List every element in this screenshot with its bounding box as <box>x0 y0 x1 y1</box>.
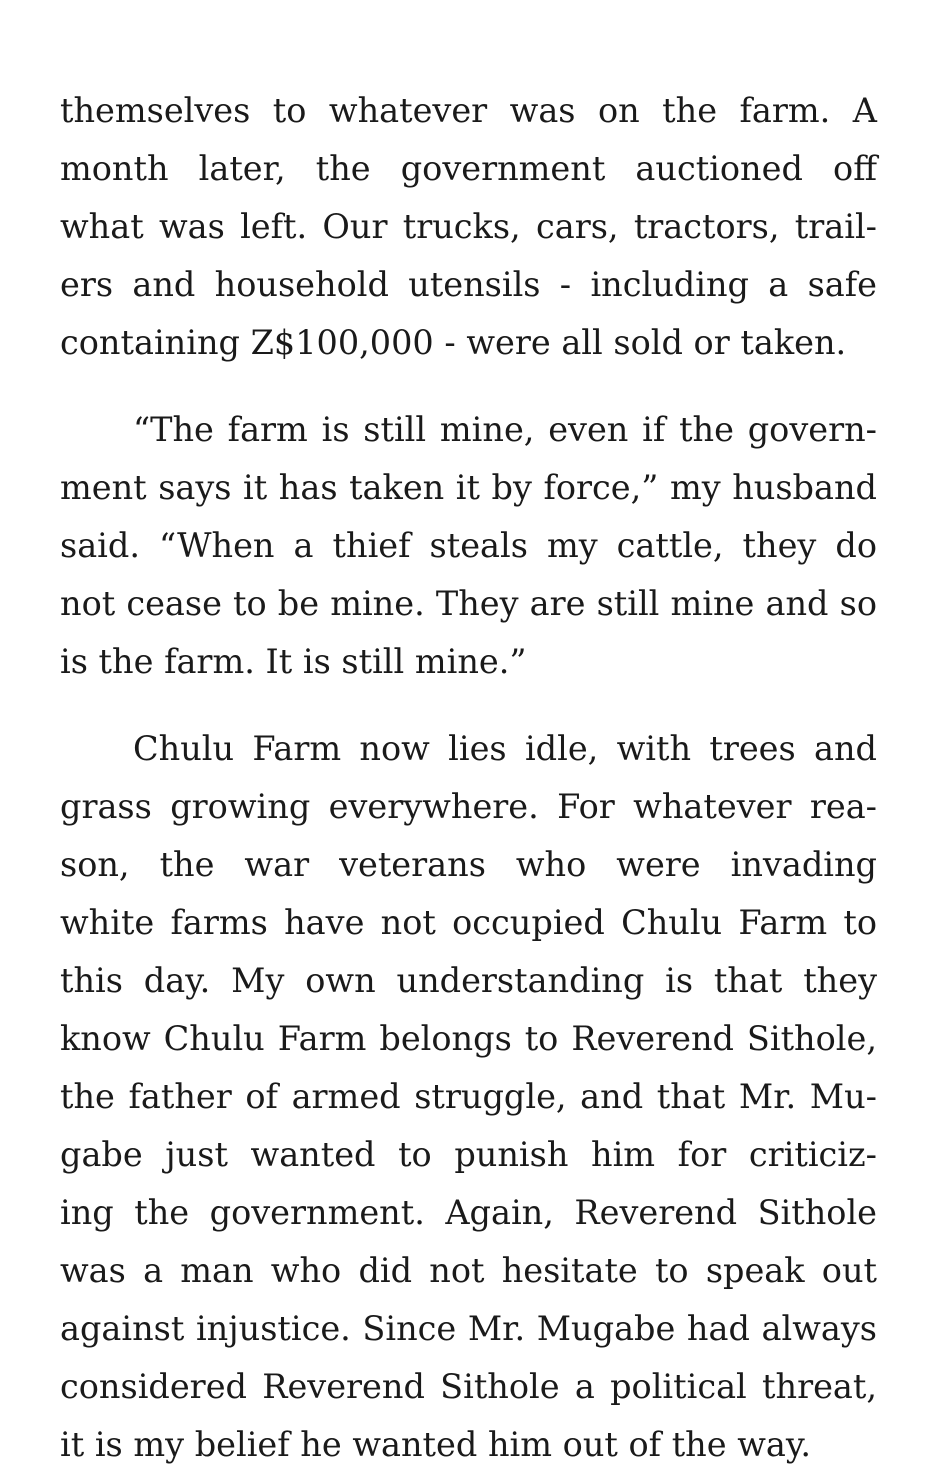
text-line: what was left. Our trucks, cars, tractors, trail- <box>60 207 877 246</box>
text-line: considered Reverend Sithole a political threat, <box>60 1367 877 1406</box>
text-line: Chulu Farm now lies idle, with trees and <box>133 729 877 768</box>
text-line: it is my belief he wanted him out of the way. <box>60 1425 812 1464</box>
text-line: themselves to whatever was on the farm. A <box>60 91 877 130</box>
text-line: not cease to be mine. They are still mine and so <box>60 584 877 623</box>
text-line: month later, the government auctioned off <box>60 149 877 188</box>
text-line: “The farm is still mine, even if the govern- <box>133 410 877 449</box>
text-line: the father of armed struggle, and that Mr. Mu- <box>60 1077 877 1116</box>
paragraph-2 <box>60 401 877 691</box>
text-line: son, the war veterans who were invading <box>60 845 877 884</box>
text-line: grass growing everywhere. For whatever rea- <box>60 787 877 826</box>
text-line: was a man who did not hesitate to speak out <box>60 1251 877 1290</box>
text-line: said. “When a thief steals my cattle, they do <box>60 526 877 565</box>
document-page <box>60 82 877 1474</box>
text-line: this day. My own understanding is that they <box>60 961 877 1000</box>
text-line: containing Z$100,000 - were all sold or taken. <box>60 323 847 362</box>
paragraph-1 <box>60 82 877 372</box>
text-line: ers and household utensils - including a safe <box>60 265 877 304</box>
text-line: against injustice. Since Mr. Mugabe had always <box>60 1309 877 1348</box>
text-line: gabe just wanted to punish him for criticiz- <box>60 1135 877 1174</box>
text-line: ing the government. Again, Reverend Sithole <box>60 1193 877 1232</box>
text-line: is the farm. It is still mine.” <box>60 642 527 681</box>
text-line: white farms have not occupied Chulu Farm to <box>60 903 877 942</box>
text-line: ment says it has taken it by force,” my husband <box>60 468 877 507</box>
paragraph-3 <box>60 720 877 1474</box>
text-line: know Chulu Farm belongs to Reverend Sithole, <box>60 1019 877 1058</box>
